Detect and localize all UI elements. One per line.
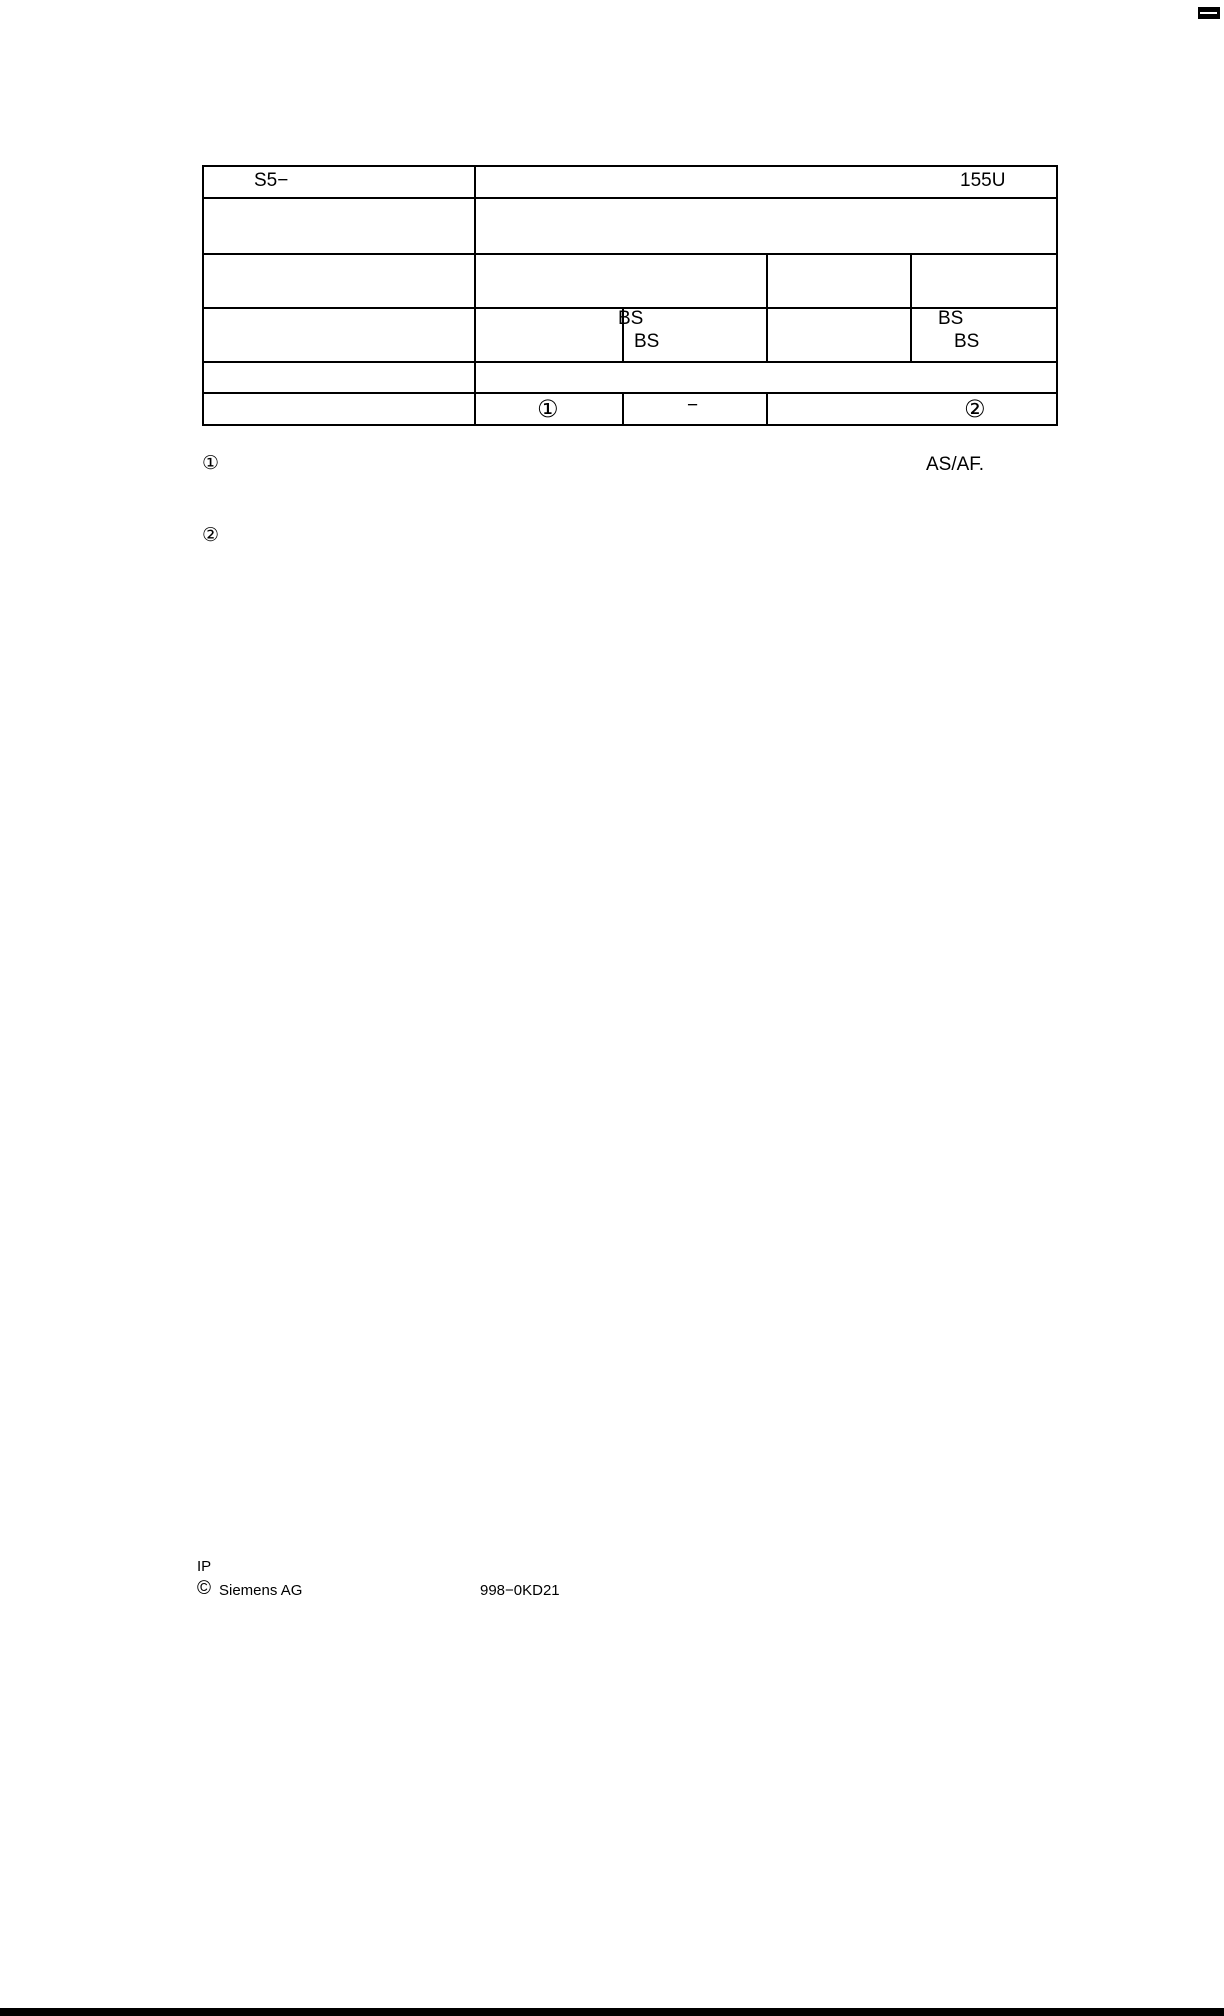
bs-cell-b-line2: BS [634,331,660,352]
bottom-bar [0,2008,1224,2016]
table-column-rule [910,253,912,361]
bs-cell-d-line2: BS [954,331,980,352]
spec-table [202,165,1058,426]
table-header-right: 155U [960,170,1006,191]
table-column-rule [766,253,768,361]
footnote-marker-2: ② [964,395,986,423]
note-2-marker: ② [202,524,220,546]
note-1-text: AS/AF. [926,454,985,475]
corner-tab-icon [1198,7,1220,19]
table-header-left: S5− [254,170,289,191]
bs-cell-d-line1: BS [938,308,964,329]
footer-ip: IP [197,1558,212,1575]
copyright-icon: © [197,1578,211,1599]
dash-cell: − [687,395,699,416]
table-rule [204,361,1056,363]
bs-cell-b-line1: BS [618,308,644,329]
table-column-rule [622,392,624,424]
table-column-rule [474,167,476,424]
note-1-marker: ① [202,452,220,474]
table-rule [204,197,1056,199]
table-rule [204,253,1056,255]
table-rule [204,392,1056,394]
footer-order-number: 998−0KD21 [480,1582,560,1599]
footnote-marker-1: ① [537,395,559,423]
footer-company: Siemens AG [219,1582,303,1599]
table-column-rule [766,392,768,424]
